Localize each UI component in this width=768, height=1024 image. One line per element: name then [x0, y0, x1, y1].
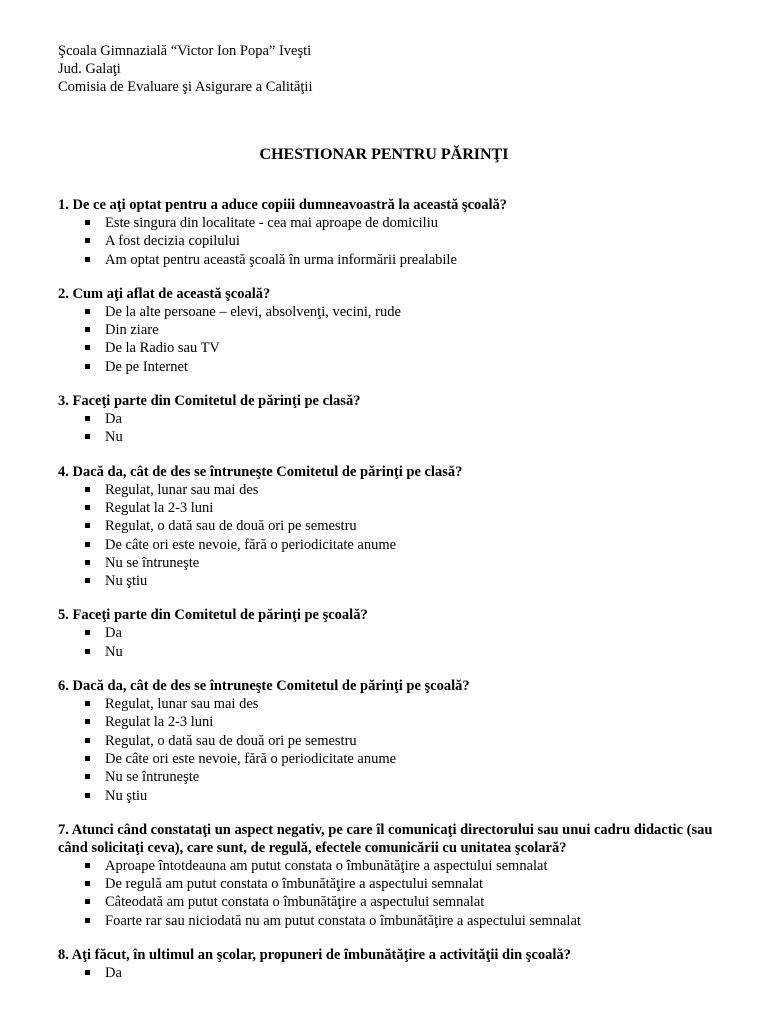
- square-bullet-icon: [85, 523, 90, 528]
- answer-option: [58, 481, 738, 499]
- square-bullet-icon: [85, 345, 90, 350]
- square-bullet-icon: [85, 756, 90, 761]
- answer-options: [58, 624, 738, 661]
- answer-option-label: Da: [105, 965, 122, 982]
- square-bullet-icon: [85, 899, 90, 904]
- answer-option: [58, 232, 738, 250]
- answer-option: [58, 787, 738, 805]
- answer-options: [58, 481, 738, 591]
- question-6: [58, 677, 738, 805]
- question-4: [58, 463, 738, 591]
- county-name: Jud. Galaţi: [58, 61, 121, 77]
- question-text: 1. De ce aţi optat pentru a aduce copiii dumneavoastră la această şcoală?: [58, 197, 508, 213]
- school-name: Şcoala Gimnazială “Victor Ion Popa” Iveşti: [58, 43, 312, 59]
- answer-option-label: Aproape întotdeauna am putut constata o îmbunătăţire a aspectului semnalat: [105, 857, 548, 874]
- answer-option: [58, 321, 738, 339]
- square-bullet-icon: [85, 881, 90, 886]
- answer-option-label: Regulat, o dată sau de două ori pe semestru: [105, 518, 357, 535]
- question-2: [58, 285, 738, 376]
- commission-name: Comisia de Evaluare şi Asigurare a Calităţii: [58, 79, 313, 95]
- answer-option: [58, 875, 738, 893]
- answer-option-label: Din ziare: [105, 322, 159, 339]
- square-bullet-icon: [85, 774, 90, 779]
- answer-option-label: De câte ori este nevoie, fără o periodicitate anume: [105, 750, 397, 767]
- answer-option: [58, 536, 738, 554]
- question-3: [58, 392, 738, 447]
- answer-option: [58, 912, 738, 930]
- answer-option: [58, 517, 738, 535]
- question-text: 3. Faceţi parte din Comitetul de părinţi pe clasă?: [58, 393, 361, 410]
- answer-option: [58, 732, 738, 750]
- question-1: [58, 196, 738, 269]
- answer-option: [58, 214, 738, 232]
- answer-options: [58, 857, 738, 930]
- square-bullet-icon: [85, 970, 90, 975]
- answer-option-label: De pe Internet: [105, 358, 188, 375]
- answer-option: [58, 624, 738, 642]
- answer-option-label: Foarte rar sau niciodată nu am putut constata o îmbunătăţire a aspectului semnalat: [105, 912, 581, 929]
- answer-option-label: Nu: [105, 643, 123, 660]
- answer-option: [58, 695, 738, 713]
- square-bullet-icon: [85, 220, 90, 225]
- answer-option: [58, 750, 738, 768]
- square-bullet-icon: [85, 918, 90, 923]
- answer-option-label: De la Radio sau TV: [105, 340, 220, 357]
- answer-option-label: De câte ori este nevoie, fără o periodicitate anume: [105, 536, 397, 553]
- answer-option: [58, 964, 738, 982]
- question-text: 8. Aţi făcut, în ultimul an şcolar, propuneri de îmbunătăţire a activităţii din şcoală?: [58, 947, 571, 964]
- square-bullet-icon: [85, 309, 90, 314]
- answer-option-label: Nu se întruneşte: [105, 554, 200, 571]
- answer-option: [58, 893, 738, 911]
- answer-option: [58, 554, 738, 572]
- answer-option-label: Nu ştiu: [105, 573, 148, 590]
- question-text: 2. Cum aţi aflat de această şcoală?: [58, 285, 271, 302]
- square-bullet-icon: [85, 505, 90, 510]
- answer-option-label: Nu ştiu: [105, 787, 148, 804]
- answer-option-label: Nu se întruneşte: [105, 769, 200, 786]
- answer-option-label: Nu: [105, 429, 123, 446]
- answer-option-label: Câteodată am putut constata o îmbunătăţire a aspectului semnalat: [105, 894, 485, 911]
- answer-option-label: Este singura din localitate - cea mai aproape de domiciliu: [105, 215, 438, 231]
- square-bullet-icon: [85, 649, 90, 654]
- answer-options: [58, 695, 738, 805]
- answer-option-label: Regulat, o dată sau de două ori pe semestru: [105, 732, 357, 749]
- answer-options: [58, 303, 738, 376]
- document-header: [58, 42, 313, 96]
- answer-option: [58, 713, 738, 731]
- answer-option: [58, 572, 738, 590]
- questionnaire-title: CHESTIONAR PENTRU PĂRINŢI: [259, 146, 509, 163]
- question-5: [58, 606, 738, 661]
- question-7: [58, 821, 738, 930]
- square-bullet-icon: [85, 434, 90, 439]
- answer-option: [58, 643, 738, 661]
- answer-options: [58, 214, 738, 269]
- questions-list: [58, 196, 738, 998]
- answer-option: [58, 768, 738, 786]
- answer-option-label: Da: [105, 411, 122, 428]
- answer-option: [58, 428, 738, 446]
- answer-option: [58, 358, 738, 376]
- square-bullet-icon: [85, 719, 90, 724]
- square-bullet-icon: [85, 560, 90, 565]
- answer-options: [58, 410, 738, 447]
- answer-option: [58, 303, 738, 321]
- question-text: 7. Atunci când constataţi un aspect negativ, pe care îl comunicaţi directorului sau unui cadru didactic (sau când solicitaţi ceva), care sunt, de regulă, efectele comunicării cu unitatea şcolară?: [58, 821, 713, 856]
- answer-option-label: Da: [105, 625, 122, 642]
- question-text: 5. Faceţi parte din Comitetul de părinţi pe şcoală?: [58, 607, 368, 624]
- square-bullet-icon: [85, 793, 90, 798]
- question-text: 4. Dacă da, cât de des se întruneşte Comitetul de părinţi pe clasă?: [58, 463, 463, 480]
- answer-option-label: A fost decizia copilului: [105, 233, 240, 250]
- square-bullet-icon: [85, 863, 90, 868]
- answer-option-label: De la alte persoane – elevi, absolvenţi, vecini, rude: [105, 303, 401, 320]
- answer-option-label: Regulat, lunar sau mai des: [105, 696, 259, 713]
- square-bullet-icon: [85, 701, 90, 706]
- answer-option-label: De regulă am putut constata o îmbunătăţire a aspectului semnalat: [105, 876, 484, 893]
- answer-option-label: Regulat la 2-3 luni: [105, 499, 214, 516]
- square-bullet-icon: [85, 364, 90, 369]
- square-bullet-icon: [85, 416, 90, 421]
- square-bullet-icon: [85, 578, 90, 583]
- answer-option-label: Regulat la 2-3 luni: [105, 714, 214, 731]
- answer-option-label: Am optat pentru această şcoală în urma informării prealabile: [105, 251, 457, 268]
- answer-option: [58, 251, 738, 269]
- answer-option: [58, 339, 738, 357]
- square-bullet-icon: [85, 327, 90, 332]
- question-text: 6. Dacă da, cât de des se întruneşte Comitetul de părinţi pe şcoală?: [58, 678, 470, 695]
- square-bullet-icon: [85, 257, 90, 262]
- square-bullet-icon: [85, 542, 90, 547]
- question-8: [58, 946, 738, 982]
- answer-option: [58, 410, 738, 428]
- answer-option: [58, 499, 738, 517]
- square-bullet-icon: [85, 630, 90, 635]
- square-bullet-icon: [85, 738, 90, 743]
- answer-options: [58, 964, 738, 982]
- answer-option: [58, 857, 738, 875]
- square-bullet-icon: [85, 487, 90, 492]
- square-bullet-icon: [85, 238, 90, 243]
- answer-option-label: Regulat, lunar sau mai des: [105, 481, 259, 498]
